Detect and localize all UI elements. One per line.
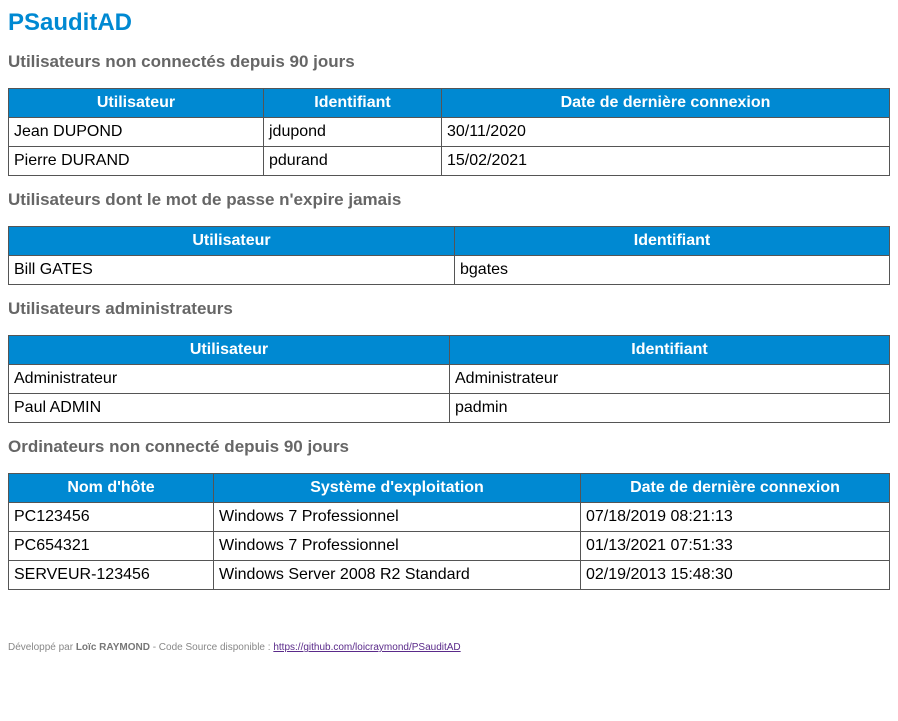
column-header: Date de dernière connexion (581, 474, 890, 503)
column-header: Identifiant (450, 336, 890, 365)
table-cell: pdurand (264, 147, 442, 176)
table-row (9, 147, 890, 176)
table-cell: Windows 7 Professionnel (214, 532, 581, 561)
table-header-row (9, 336, 890, 365)
table-cell: 15/02/2021 (442, 147, 890, 176)
table-cell: Pierre DURAND (9, 147, 264, 176)
inactive-computers-table (8, 473, 890, 590)
section-heading-inactive-computers: Ordinateurs non connecté depuis 90 jours (8, 437, 350, 456)
footer-prefix: Développé par (8, 642, 76, 653)
section-heading-admin-users: Utilisateurs administrateurs (8, 299, 233, 318)
footer-middle: - Code Source disponible : (149, 642, 274, 653)
table-header-row (9, 474, 890, 503)
column-header: Identifiant (264, 89, 442, 118)
table-cell: PC654321 (9, 532, 214, 561)
footer-author: Loïc RAYMOND (75, 642, 150, 653)
table-cell: Administrateur (450, 365, 890, 394)
table-cell: 07/18/2019 08:21:13 (581, 503, 890, 532)
column-header: Utilisateur (9, 89, 264, 118)
table-row (9, 561, 890, 590)
table-row (9, 118, 890, 147)
table-header-row (9, 227, 890, 256)
column-header: Date de dernière connexion (442, 89, 890, 118)
table-cell: SERVEUR-123456 (9, 561, 214, 590)
password-never-expires-table (8, 226, 890, 285)
table-cell: bgates (455, 256, 890, 285)
column-header: Identifiant (455, 227, 890, 256)
table-header-row (9, 89, 890, 118)
column-header: Utilisateur (9, 336, 450, 365)
column-header: Utilisateur (9, 227, 455, 256)
inactive-users-table (8, 88, 890, 176)
table-cell: jdupond (264, 118, 442, 147)
column-header: Nom d'hôte (9, 474, 214, 503)
admin-users-table (8, 335, 890, 423)
table-cell: Paul ADMIN (9, 394, 450, 423)
section-heading-password-never-expires: Utilisateurs dont le mot de passe n'expire jamais (8, 190, 402, 209)
table-row (9, 256, 890, 285)
table-cell: 01/13/2021 07:51:33 (581, 532, 890, 561)
table-cell: Windows 7 Professionnel (214, 503, 581, 532)
table-cell: 30/11/2020 (442, 118, 890, 147)
column-header: Système d'exploitation (214, 474, 581, 503)
table-cell: Windows Server 2008 R2 Standard (214, 561, 581, 590)
table-cell: 02/19/2013 15:48:30 (581, 561, 890, 590)
section-heading-inactive-users: Utilisateurs non connectés depuis 90 jours (8, 52, 355, 71)
table-row (9, 503, 890, 532)
table-row (9, 365, 890, 394)
table-row (9, 532, 890, 561)
table-cell: Bill GATES (9, 256, 455, 285)
table-row (9, 394, 890, 423)
table-cell: padmin (450, 394, 890, 423)
page-title: PSauditAD (8, 9, 133, 36)
table-cell: Jean DUPOND (9, 118, 264, 147)
footer (8, 642, 461, 653)
table-cell: Administrateur (9, 365, 450, 394)
table-cell: PC123456 (9, 503, 214, 532)
source-code-link[interactable]: https://github.com/loicraymond/PSauditAD (273, 642, 461, 653)
